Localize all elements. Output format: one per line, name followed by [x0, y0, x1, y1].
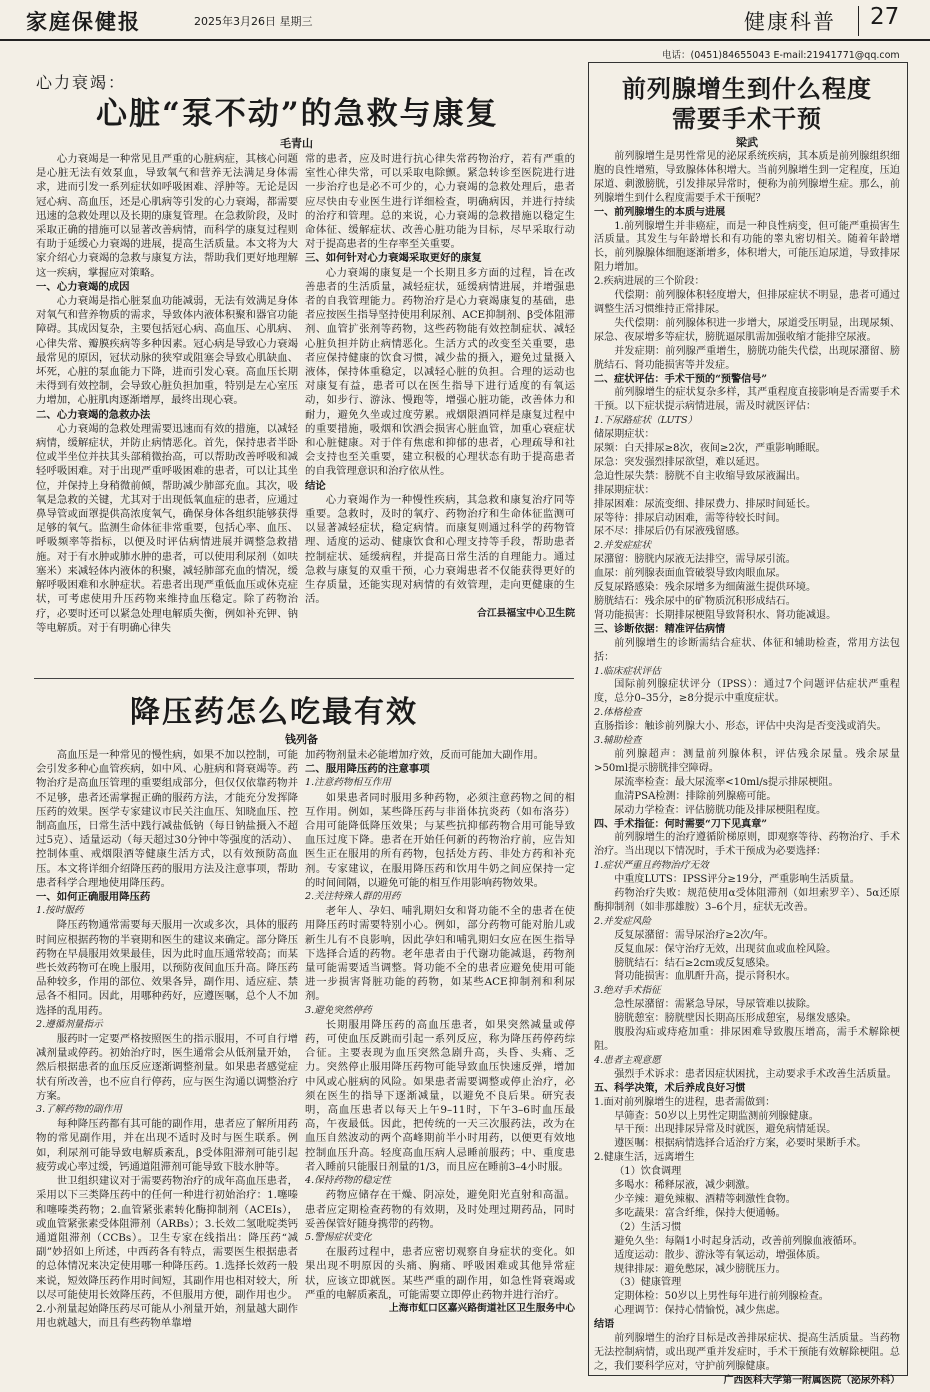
paragraph: 在服药过程中，患者应密切观察自身症状的变化。如果出现不明原因的头痛、胸痛、呼吸困难或其他异常症状，应该立即就医。某些严重的副作用，如急性肾衰竭或严重的电解质紊乱，可能需要立即停止药物并进行治疗。 [305, 1246, 575, 1301]
minor-heading: 1.症状严重且药物治疗无效 [594, 860, 709, 872]
paragraph: 常的患者，应及时进行抗心律失常药物治疗，若有严重的室性心律失常，可以采取电除颤。紧急转诊至医院进行进一步治疗也是必不可少的，心力衰竭的急救处理后，患者应尽快由专业医生进行详细检查，明确病因，并进行持续的治疗和管理。总的来说，心力衰竭的急救措施以稳定生命体征、缓解症状、改善心脏功能为目标，尽早采取行动对于提高患者的生存率至关重要。 [305, 153, 575, 251]
paragraph: 排尿期症状： [594, 484, 655, 496]
paragraph: 反复血尿：保守治疗无效，出现贫血或血栓风险。 [614, 943, 837, 955]
paragraph: 药物治疗失败：规范使用α受体阻滞剂（如坦索罗辛）、5α还原酶抑制剂（如非那雄胺）3–6个月，症状无改善。 [594, 888, 900, 913]
paragraph: 避免久坐：每隔1小时起身活动，改善前列腺血液循环。 [614, 1235, 863, 1247]
subheading: 二、服用降压药的注意事项 [305, 763, 430, 776]
article2-column-1 [36, 748, 298, 1368]
paragraph: 中重度LUTS：IPSS评分≥19分，严重影响生活质量。 [614, 874, 860, 886]
paragraph: 血清PSA检测：排除前列腺癌可能。 [614, 790, 777, 802]
subheading: 一、心力衰竭的成因 [36, 280, 130, 293]
minor-heading: 5.警惕症状变化 [305, 1231, 372, 1243]
minor-heading: 2.遵循剂量指示 [36, 1018, 103, 1030]
paragraph: 排尿困难：尿流变细、排尿费力、排尿时间延长。 [594, 498, 817, 510]
paragraph: 老年人、孕妇、哺乳期妇女和肾功能不全的患者在使用降压药时需要特别小心。例如，部分药物可能对胎儿或新生儿有不良影响，因此孕妇和哺乳期妇女应在医生指导下选择合适的药物。老年患者由于代谢功能减退，药物剂量可能需要适当调整。肾功能不全的患者应避免使用可能进一步损害肾脏功能的药物，如某些ACE抑制剂和利尿剂。 [305, 905, 575, 1003]
paragraph: 肾功能损害：长期排尿梗阻导致肾积水、肾功能减退。 [594, 609, 837, 621]
affiliation: 上海市虹口区嘉兴路街道社区卫生服务中心 [388, 1302, 575, 1314]
masthead-rule [0, 39, 930, 41]
paragraph: 多喝水：稀释尿液，减少刺激。 [614, 1180, 756, 1192]
article1-column-1 [36, 152, 298, 670]
paragraph: 2.健康生活，远离增生 [594, 1152, 695, 1164]
article1-kicker: 心力衰竭： [36, 73, 127, 92]
paragraph: 前列腺增生的症状复杂多样，其严重程度直接影响是否需要手术干预。以下症状提示病情进展，需及时就医评估： [594, 387, 900, 413]
minor-heading: 3.避免突然停药 [305, 1004, 372, 1016]
article3-title-line1: 前列腺增生到什么程度 [622, 74, 872, 103]
article1-byline: 毛青山 [280, 137, 313, 150]
paragraph: 储尿期症状： [594, 429, 655, 441]
minor-heading: 2.并发症风险 [594, 915, 652, 927]
paragraph: 2.疾病进展的三个阶段： [594, 276, 705, 288]
subheading: 一、如何正确服用降压药 [36, 891, 151, 904]
article1-title: 心脏“泵不动”的急救与康复 [96, 96, 499, 132]
affiliation: 广西医科大学第一附属医院（泌尿外科） [723, 1374, 900, 1386]
paragraph: 前列腺增生的治疗目标是改善排尿症状、提高生活质量。当药物无法控制病情，或出现严重并发症时，手术干预能有效解除梗阻。总之，我们要科学应对，守护前列腺健康。 [594, 1333, 900, 1372]
subheading: 二、心力衰竭的急救办法 [36, 408, 151, 421]
paragraph: 前列腺超声：测量前列腺体积，评估残余尿量。残余尿量>50ml提示膀胱排空障碍。 [594, 748, 900, 774]
subheading: 一、前列腺增生的本质与进展 [594, 206, 726, 218]
paragraph: 前列腺增生是男性常见的泌尿系统疾病，其本质是前列腺组织细胞的良性增殖，导致腺体体积增大。当前列腺增生到一定程度，压迫尿道、刺激膀胱，引发排尿异常时，便称为前列腺增生症。那么，前列腺增生到什么程度需要手术干预呢？ [594, 151, 900, 204]
minor-heading: 2.并发症症状 [594, 540, 652, 552]
paragraph: 早干预：出现排尿异常及时就医，避免病情延误。 [614, 1124, 837, 1136]
paragraph: 肾功能损害：血肌酐升高，提示肾积水。 [614, 971, 796, 983]
paragraph: （2）生活习惯 [614, 1221, 682, 1233]
minor-heading: 3.辅助检查 [594, 735, 642, 747]
minor-heading: 2.体格检查 [594, 707, 642, 719]
subheading: 二、症状评估：手术干预的“预警信号” [594, 373, 768, 385]
paragraph: 血尿：前列腺表面血管破裂导致肉眼血尿。 [594, 568, 786, 580]
paragraph: 早筛查：50岁以上男性定期监测前列腺健康。 [614, 1110, 819, 1122]
paragraph: 加药物剂量未必能增加疗效，反而可能加大副作用。 [305, 749, 544, 761]
minor-heading: 4.患者主观意愿 [594, 1054, 661, 1066]
paragraph: 强烈手术诉求：患者因症状困扰，主动要求手术改善生活质量。 [614, 1068, 897, 1080]
paragraph: 心力衰竭的康复是一个长期且多方面的过程，旨在改善患者的生活质量，减轻症状，延缓病情进展，并增强患者的自我管理能力。药物治疗是心力衰竭康复的基础，患者应按医生指导坚持使用利尿剂、ACE抑制剂、β受体阻滞剂、血管扩张剂等药物，这些药物能有效控制症状、减轻心脏负担并防止病情恶化。生活方式的改变至关重要，患者应保持健康的饮食习惯，减少盐的摄入，避免过量摄入液体，保持体重稳定，以减轻心脏的负担。合理的运动也对康复有益，患者可以在医生指导下进行适度的有氧运动，如步行、游泳、慢跑等，增强心脏功能，改善体力和耐力，避免久坐或过度劳累。戒烟限酒同样是康复过程中的重要措施，吸烟和饮酒会损害心脏血管，加重心衰症状和心脏健康。对于伴有焦虑和抑郁的患者，心理疏导和社会支持也至关重要，建立积极的心理状态有助于提高患者的自我管理意识和治疗依从性。 [305, 266, 575, 478]
paragraph: 心力衰竭是指心脏泵血功能减弱，无法有效满足身体对氧气和营养物质的需求，导致体内液体积聚和器官功能障碍。其成因复杂，主要包括冠心病、高血压、心肌病、心律失常、瓣膜疾病等多种因素。冠心病是导致心力衰竭最常见的原因，冠状动脉的狭窄或阻塞会导致心肌缺血、坏死，心脏的泵血能力下降，进而引发心衰。高血压长期未得到有效控制，会导致心脏负担加重，特别是左心室压力增加，心脏肌肉逐渐增厚，最终出现心衰。 [36, 295, 298, 407]
paragraph: 国际前列腺症状评分（IPSS）：通过7个问题评估症状严重程度，总分0–35分，≥8分提示中重度症状。 [594, 679, 900, 705]
paragraph: 失代偿期：前列腺体积进一步增大，尿道受压明显，出现尿频、尿急、夜尿增多等症状，膀胱逼尿肌需加强收缩才能排空尿液。 [594, 317, 900, 343]
paragraph: 长期服用降压药的高血压患者，如果突然减量或停药，可使血压反跳而引起一系列反应，称为降压药停药综合征。主要表现为血压突然急剧升高，头昏、头痛、乏力。突然停止服用降压药物可能导致血压快速反弹，增加中风或心脏病的风险。如果患者需要调整或停止治疗，必须在医生的指导下逐渐减量，以避免不良后果。研究表明，高血压患者以每天上午9–11时，下午3–6时血压最高，午夜最低。因此，把传统的一天三次服药法，改为在血压自然波动的两个高峰期前半小时用药，以便更有效地控制血压升高。轻度高血压病人忌睡前服药；中、重度患者入睡前只能服日剂量的1/3，而且应在睡前3–4小时服。 [305, 1018, 575, 1173]
paragraph: 尿急：突发强烈排尿欲望，难以延迟。 [594, 456, 766, 468]
paragraph: 膀胱结石：结石≥2cm或反复感染。 [614, 957, 776, 969]
article3-title [594, 74, 900, 134]
paragraph: 1.前列腺增生并非癌症，而是一种良性病变，但可能严重损害生活质量。其发生与年龄增长和有功能的睾丸密切相关。随着年龄增长，前列腺腺体细胞逐渐增多，体积增大，可能压迫尿道，导致排尿阻力增加。 [594, 220, 900, 274]
paragraph: 直肠指诊：触诊前列腺大小、形态，评估中央沟是否变浅或消失。 [594, 721, 887, 733]
paragraph: 心力衰竭的急救处理需要迅速而有效的措施，以减轻病情，缓解症状，并防止病情恶化。首先，保持患者半卧位或半坐位并扶其头部稍微抬高，可以帮助改善呼吸和减轻呼吸困难。对于出现严重呼吸困难的患者，可以让其坐位，并保持上身稍微前倾，帮助减少肺部充血。其次，吸氧是急救的关键，尤其对于出现低氧血症的患者，应通过鼻导管或面罩提供高浓度氧气，确保身体各组织能够获得足够的氧气。监测生命体征非常重要，包括心率、血压、呼吸频率等指标，以便及时评估病情进展并调整急救措施。对于有水肿或肺水肿的患者，可以使用利尿剂（如呋塞米）来减轻体内液体的积聚，减轻肺部充血的情况，缓解呼吸困难和水肿症状。若患者出现严重低血压或休克症状，可考虑使用升压药物来维持血压稳定。除了药物治疗，必要时还可以紧急处理电解质失衡，例如补充钾、钠等电解质。对于有明确心律失 [36, 422, 298, 634]
paragraph: 规律排尿：避免憋尿，减少膀胱压力。 [614, 1263, 786, 1275]
article2-byline: 钱列备 [285, 733, 318, 746]
paragraph: 尿动力学检查：评估膀胱功能及排尿梗阻程度。 [614, 804, 827, 816]
paragraph: 降压药物通常需要每天服用一次或多次，具体的服药时间应根据药物的半衰期和医生的建议来确定。部分降压药物在早晨服用效果最佳，因为此时血压通常较高；而某些长效药物可在晚上服用，以预防夜间血压升高。降压药品种较多，作用的部位、效果各异，副作用、适应症、禁忌各不相同。因此，用哪种药好，应遵医嘱，总个人不加选择的乱用药。 [36, 919, 298, 1017]
minor-heading: 1.临床症状评估 [594, 665, 661, 677]
paragraph: 急性尿潴留：需紧急导尿，导尿管难以拔除。 [614, 999, 817, 1011]
affiliation: 合江县福宝中心卫生院 [477, 607, 575, 619]
subheading: 结论 [305, 479, 326, 492]
paragraph: 并发症期：前列腺严重增生，膀胱功能失代偿，出现尿潴留、膀胱结石、肾功能损害等并发症。 [594, 345, 900, 371]
subheading: 四、手术指征：何时需要“刀下见真章” [594, 818, 768, 830]
article-separator [34, 678, 574, 679]
paragraph: 尿不尽：排尿后仍有尿液残留感。 [594, 526, 746, 538]
paragraph: （1）饮食调理 [614, 1166, 682, 1178]
paragraph: 反复尿潴留：需导尿治疗≥2次/年。 [614, 929, 774, 941]
newspaper-name: 家庭保健报 [26, 9, 141, 34]
article3-body [594, 150, 900, 1386]
minor-heading: 2.关注特殊人群的用药 [305, 891, 401, 903]
issue-date: 2025年3月26日 星期三 [194, 15, 313, 28]
paragraph: 每种降压药都有其可能的副作用，患者应了解所用药物的常见副作用，并在出现不适时及时与医生联系。例如，利尿剂可能导致电解质紊乱，β受体阻滞剂可能引起疲劳或心率过缓，钙通道阻滞剂可能导致下肢水肿等。 [36, 1118, 298, 1173]
article2-column-2 [305, 748, 575, 1368]
subheading: 五、科学决策，术后养成良好习惯 [594, 1082, 746, 1094]
paragraph: 服药时一定要严格按照医生的指示服用，不可自行增减剂量或停药。初始治疗时，医生通常会从低剂量开始，然后根据患者的血压反应逐渐调整剂量。如果患者感觉症状有所改善，也不应自行停药，应与医生沟通以调整治疗方案。 [36, 1033, 298, 1102]
paragraph: 膀胱憩室：膀胱壁因长期高压形成憩室，易继发感染。 [614, 1013, 857, 1025]
contact-info: 电话：(0451)84655043 E-mail:21941771@qq.com [662, 50, 900, 61]
masthead [0, 0, 930, 44]
paragraph: 定期体检：50岁以上男性每年进行前列腺检查。 [614, 1291, 829, 1303]
paragraph: 前列腺增生的诊断需结合症状、体征和辅助检查，常用方法包括： [594, 637, 900, 663]
paragraph: 高血压是一种常见的慢性病，如果不加以控制，可能会引发多种心血管疾病，如中风、心脏病和肾衰竭等。药物治疗是高血压管理的重要组成部分，但仅仅依靠药物并不足够，患者还需掌握正确的服药方法，才能充分发挥降压药的效果。医学专家建议市民关注血压、知晓血压、控制高血压，日常生活中践行减盐低钠（每日钠盐摄入不超过5克）、适量运动（每天超过30分钟中等强度的活动）、控制体重、戒烟限酒等健康生活方式，以有效预防高血压。本文将详细介绍降压药的服用方法及注意事项，帮助患者科学合理地使用降压药。 [36, 749, 298, 889]
subheading: 结语 [594, 1319, 615, 1331]
masthead-divider [858, 6, 859, 36]
article3-byline: 梁武 [736, 136, 758, 149]
paragraph: （3）健康管理 [614, 1277, 682, 1289]
article3-title-line2: 需要手术干预 [672, 104, 822, 133]
minor-heading: 1.下尿路症状（LUTS） [594, 415, 698, 427]
paragraph: 腹股沟疝或痔疮加重：排尿困难导致腹压增高，需手术解除梗阻。 [594, 1027, 900, 1052]
paragraph: 如果患者同时服用多种药物，必须注意药物之间的相互作用。例如，某些降压药与非甾体抗炎药（如布洛芬）合用可能降低降压效果；与某些抗抑郁药物合用可能导致血压过度下降。患者在开始任何新的药物治疗前，应告知医生正在服用的所有药物，包括处方药、非处方药和补充剂。专家建议，在服用降压药和饮用牛奶之间应保持一定的时间间隔，以避免可能的相互作用影响药物效果。 [305, 791, 575, 889]
paragraph: 心力衰竭是一种常见且严重的心脏病症，其核心问题是心脏无法有效泵血，导致氧气和营养无法满足身体需求，进而引发一系列症状如呼吸困难、浮肿等。无论是因冠心病、高血压，还是心肌病等引发的心力衰竭，都需要迅速的急救处理以及长期的康复管理。在急救阶段，及时采取正确的措施可以显著改善病情，而科学的康复过程则有助于延缓心力衰竭的进展，提高生活质量。本文将为大家介绍心力衰竭的急救与康复方法，帮助我们更好地理解这一疾病，掌握应对策略。 [36, 153, 298, 279]
section-title: 健康科普 [744, 10, 836, 34]
paragraph: 遵医嘱：根据病情选择合适治疗方案，必要时果断手术。 [614, 1138, 867, 1150]
paragraph: 药物应储存在干燥、阴凉处，避免阳光直射和高温。患者应定期检查药物的有效期，及时处理过期药品，同时妥善保管好随身携带的药物。 [305, 1189, 575, 1230]
paragraph: 适度运动：散步、游泳等有氧运动，增强体质。 [614, 1249, 827, 1261]
paragraph: 世卫组织建议对于需要药物治疗的成年高血压患者，采用以下三类降压药中的任何一种进行初始治疗：1.噻嗪和噻嗪类药物；2.血管紧张素转化酶抑制剂（ACEIs），或血管紧张素受体阻滞剂（ARBs）；3.长效二氢吡啶类钙通道阻滞剂（CCBs）。卫生专家在线指出：降压药“减副”妙招如上所述，中西药各有特点，需要医生根据患者的总体情况来决定使用哪一种降压药。1.选择长效药一般来说，短效降压药作用时间短，其副作用也相对较大，所以尽可能使用长效降压药，不但服用方便，副作用也少。2.小剂量起始降压药尽可能从小剂量开始，剂量越大副作用也就越大，而且有些药物单靠增 [36, 1175, 298, 1330]
article1-column-2 [305, 152, 575, 670]
paragraph: 反复尿路感染：残余尿增多为细菌滋生提供环境。 [594, 582, 817, 594]
subheading: 三、诊断依据：精准评估病情 [594, 623, 726, 635]
paragraph: 心力衰竭作为一种慢性疾病，其急救和康复治疗同等重要。急救时，及时的氧疗、药物治疗和生命体征监测可以显著减轻症状，稳定病情。而康复则通过科学的药物管理、适度的运动、健康饮食和心理支持等手段，帮助患者控制症状、延缓病程，并提高日常生活的自理能力。通过急救与康复的双重干预，心力衰竭患者不仅能获得更好的生存质量，还能实现对病情的有效管理，走向更健康的生活。 [305, 493, 575, 606]
paragraph: 多吃蔬果：富含纤维，保持大便通畅。 [614, 1207, 786, 1219]
page-number: 27 [870, 4, 900, 30]
paragraph: 尿频：白天排尿≥8次，夜间≥2次，严重影响睡眠。 [594, 443, 826, 455]
paragraph: 尿潴留：膀胱内尿液无法排空，需导尿引流。 [594, 554, 796, 566]
paragraph: 尿等待：排尿启动困难，需等待较长时间。 [594, 512, 786, 524]
paragraph: 急迫性尿失禁：膀胱不自主收缩导致尿液漏出。 [594, 470, 806, 482]
paragraph: 代偿期：前列腺体积轻度增大，但排尿症状不明显，患者可通过调整生活习惯维持正常排尿。 [594, 290, 900, 315]
paragraph: 膀胱结石：残余尿中的矿物质沉积形成结石。 [594, 596, 796, 607]
paragraph: 尿流率检查：最大尿流率<10ml/s提示排尿梗阻。 [614, 776, 839, 788]
minor-heading: 1.按时服药 [36, 905, 84, 917]
article2-title: 降压药怎么吃最有效 [130, 695, 418, 730]
paragraph: 前列腺增生的治疗遵循阶梯原则，即观察等待、药物治疗、手术治疗。当出现以下情况时，手术干预成为必要选择： [594, 832, 900, 858]
paragraph: 心理调节：保持心情愉悦，减少焦虑。 [614, 1305, 786, 1317]
subheading: 三、如何针对心力衰竭采取更好的康复 [305, 252, 482, 265]
paragraph: 1.面对前列腺增生的进程，患者需做到： [594, 1096, 776, 1108]
minor-heading: 3.绝对手术指征 [594, 985, 661, 997]
minor-heading: 4.保持药物的稳定性 [305, 1175, 391, 1187]
minor-heading: 1.注意药物相互作用 [305, 777, 391, 789]
paragraph: 少辛辣：避免辣椒、酒精等刺激性食物。 [614, 1193, 796, 1205]
minor-heading: 3.了解药物的副作用 [36, 1104, 122, 1116]
